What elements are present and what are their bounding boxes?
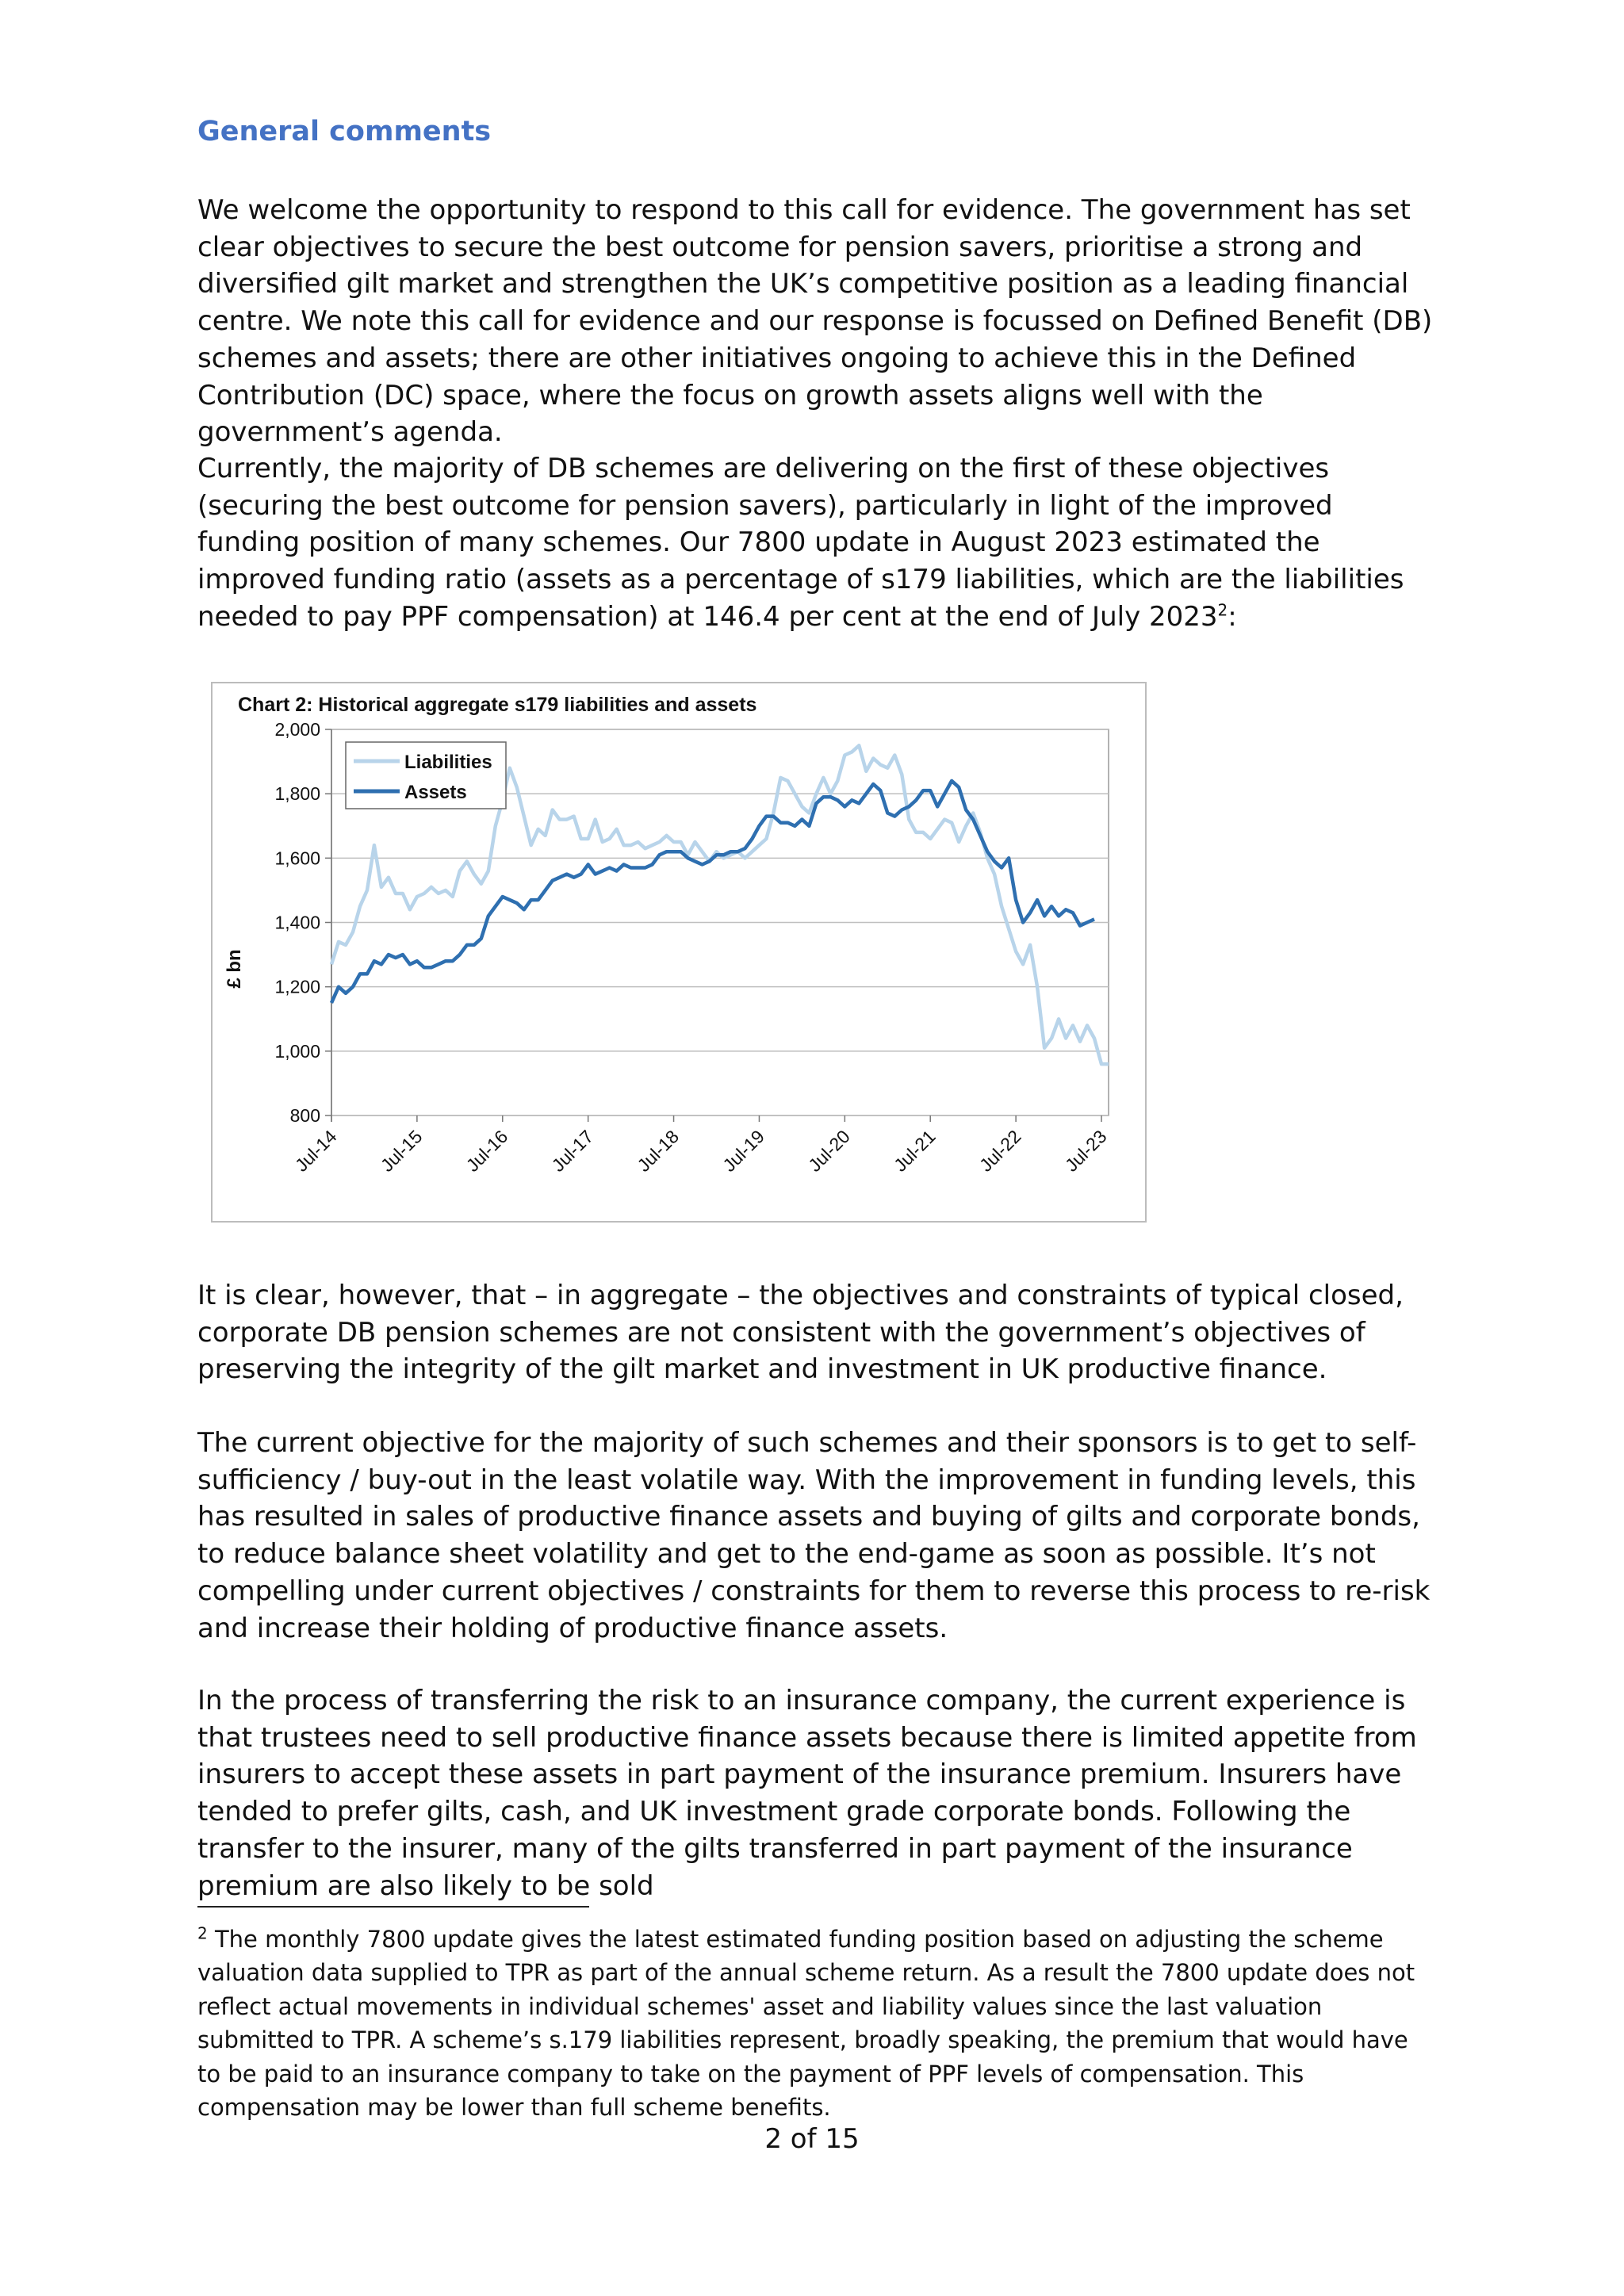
footnote-marker: 2 — [197, 1923, 208, 1943]
x-tick-label: Jul-19 — [718, 1126, 768, 1176]
x-tick-label: Jul-21 — [890, 1126, 940, 1176]
paragraph-funding — [197, 450, 1434, 636]
paragraph-self-sufficiency: The current objective for the majority of such schemes and their sponsors is to get to self-sufficiency / buy-out in the least volatile way. With the improvement in funding levels, this has resulted in sales of productive finance assets and buying of gilts and corporate bonds, to reduce balance sheet volatility and get to the end-game as soon as possible. It’s not compelling under current objectives / constraints for them to reverse this process to re-risk and increase their holding of productive finance assets. — [197, 1427, 1431, 1644]
footnote-reference[interactable]: 2 — [1217, 600, 1228, 620]
paragraph-insurance-transfer: In the process of transferring the risk to an insurance company, the current experience is that trustees need to sell productive finance assets because there is limited appetite from insurers to accept these assets in part payment of the insurance premium. Insurers have tended to prefer gilts, cash, and UK investment grade corporate bonds. Following the transfer to the insurer, many of the gilts transferred in part payment of the insurance premium are also likely to be sold — [197, 1685, 1417, 1902]
footnote — [197, 1923, 1434, 2124]
x-tick-label: Jul-20 — [804, 1126, 854, 1176]
x-tick-label: Jul-15 — [376, 1126, 427, 1176]
x-tick-label: Jul-18 — [633, 1126, 684, 1176]
footnote-text: The monthly 7800 update gives the latest estimated funding position based on adjusting the scheme valuation data supplied to TPR as part of the annual scheme return. As a result the 7800 update does not reflect actual movements in individual schemes' asset and liability values since the last valuation submitted to TPR. A scheme’s s.179 liabilities represent, broadly speaking, the premium that would have to be paid to an insurance company to take on the payment of PPF levels of compensation. This compensation may be lower than full scheme benefits. — [197, 1926, 1415, 2122]
x-tick-label: Jul-16 — [462, 1126, 512, 1176]
paragraph-funding-colon: : — [1228, 600, 1237, 633]
chart-canvas — [213, 683, 1148, 1224]
y-tick-label: 1,800 — [274, 783, 320, 805]
x-tick-label: Jul-14 — [290, 1126, 341, 1176]
x-tick-label: Jul-17 — [547, 1126, 598, 1176]
chart-y-axis-label: £ bn — [224, 949, 245, 989]
x-tick-label: Jul-22 — [975, 1126, 1025, 1176]
y-tick-label: 800 — [289, 1105, 320, 1126]
y-tick-label: 1,600 — [274, 848, 320, 869]
paragraph-funding-text: Currently, the majority of DB schemes are delivering on the first of these objectives (securing the best outcome for pension savers), particularly in light of the improved funding position of many schemes. Our 7800 update in August 2023 estimated the improved funding ratio (assets as a percentage of s179 liabilities, which are the liabilities needed to pay PPF compensation) at 146.4 per cent at the end of July 2023 — [197, 453, 1404, 633]
y-tick-label: 1,000 — [274, 1040, 320, 1062]
legend-label-liabilities: Liabilities — [404, 752, 492, 773]
paragraph-intro: We welcome the opportunity to respond to this call for evidence. The government has set clear objectives to secure the best outcome for pension savers, prioritise a strong and diversified gilt market and strengthen the UK’s competitive position as a leading financial centre. We note this call for evidence and our response is focussed on Defined Benefit (DB) schemes and assets; there are other initiatives ongoing to achieve this in the Defined Contribution (DC) space, where the focus on growth assets aligns well with the government’s agenda. — [197, 194, 1433, 449]
y-tick-label: 1,400 — [274, 912, 320, 933]
x-tick-label: Jul-23 — [1060, 1126, 1111, 1176]
section-heading: General comments — [197, 116, 492, 147]
page-number: 2 of 15 — [764, 2123, 860, 2155]
legend-label-assets: Assets — [404, 782, 467, 803]
y-tick-label: 2,000 — [274, 719, 320, 740]
footnote-divider — [197, 1906, 589, 1908]
paragraph-objectives: It is clear, however, that – in aggregate – the objectives and constraints of typical closed, corporate DB pension schemes are not consistent with the government’s objectives of preserving the integrity of the gilt market and investment in UK productive finance. — [197, 1280, 1404, 1386]
chart-legend — [346, 742, 506, 809]
y-tick-label: 1,200 — [274, 976, 320, 997]
chart-title: Chart 2: Historical aggregate s179 liabilities and assets — [238, 694, 757, 716]
chart-historical-liabilities-assets — [211, 682, 1147, 1223]
